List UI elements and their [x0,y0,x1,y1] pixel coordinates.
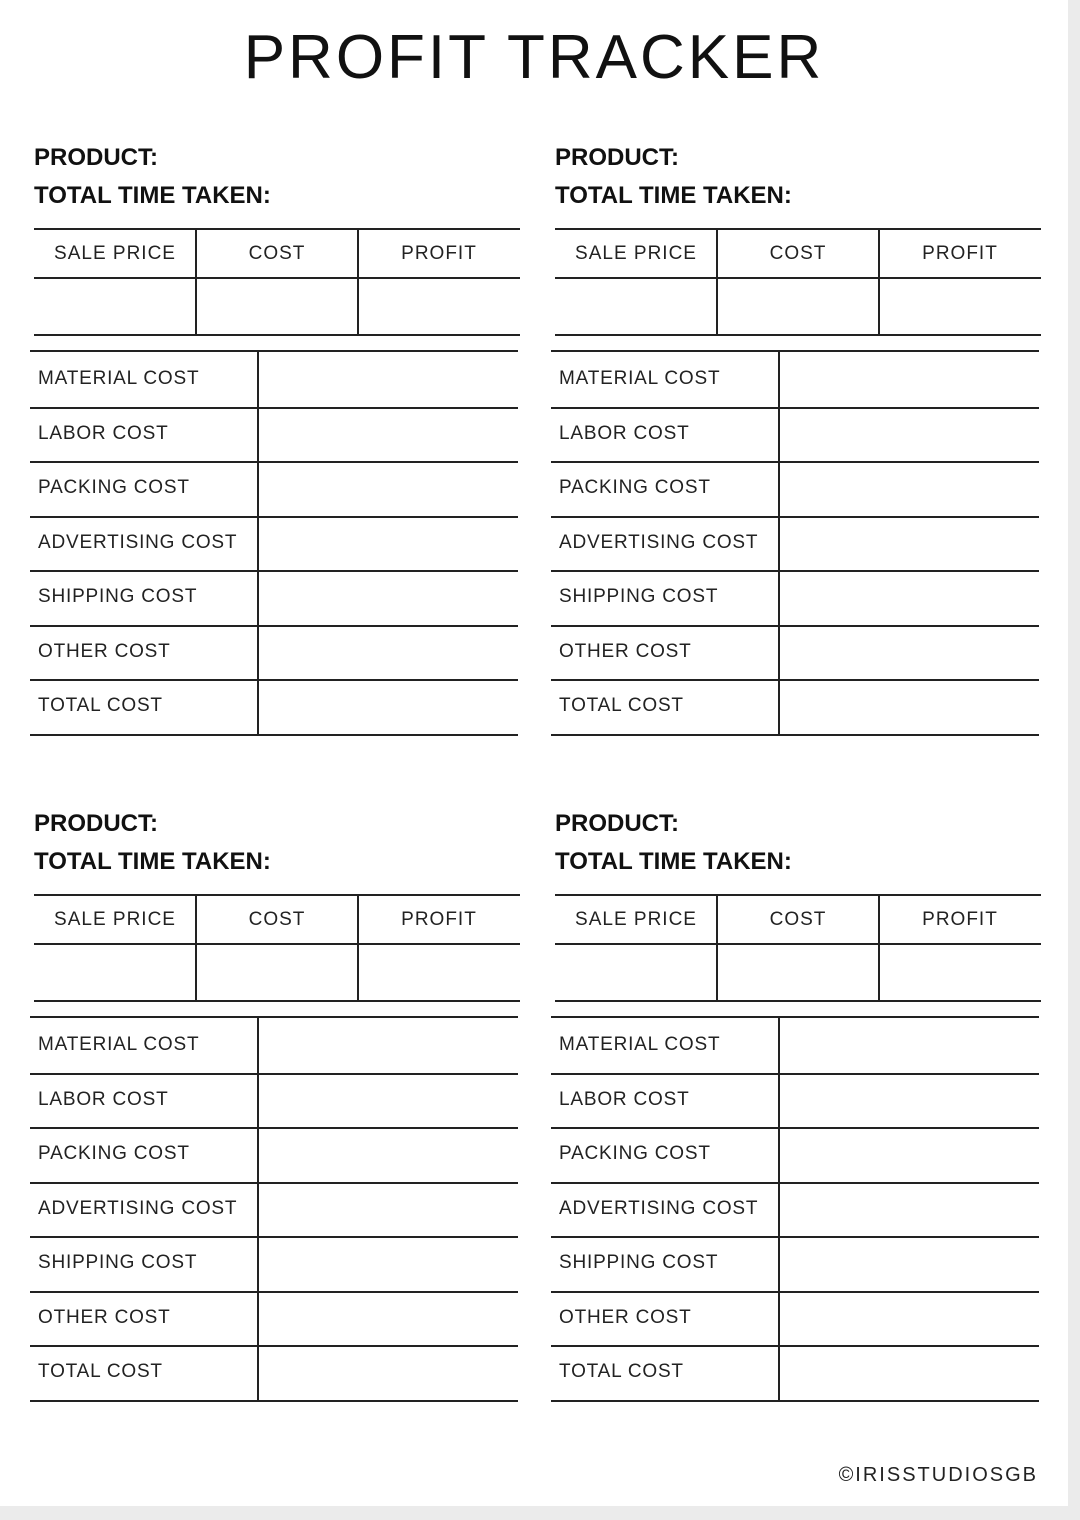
cost-row-label: TOTAL COST [38,1361,163,1382]
cost-row [551,1127,1039,1184]
cost-row-label: MATERIAL COST [559,368,721,389]
product-label: PRODUCT: [555,810,679,837]
cost-row-label: PACKING COST [559,477,711,498]
cost-row [551,570,1039,627]
cost-row [551,1182,1039,1239]
cost-row [30,625,518,682]
cost-row [30,1018,518,1075]
cost-row-label: SHIPPING COST [38,1252,198,1273]
cost-row [30,1182,518,1239]
cost-row [551,1291,1039,1348]
cost-row [551,1236,1039,1293]
product-label: PRODUCT: [555,144,679,171]
product-label: PRODUCT: [34,810,158,837]
summary-divider [555,277,1041,279]
cost-row [551,516,1039,573]
profit-header: PROFIT [401,909,477,930]
cost-row-label: MATERIAL COST [38,368,200,389]
cost-header: COST [769,243,827,264]
summary-table [34,228,520,336]
cost-row-label: TOTAL COST [38,695,163,716]
cost-table [30,1016,518,1402]
summary-divider [555,943,1041,945]
cost-row-label: OTHER COST [559,640,692,662]
cost-row-label: OTHER COST [559,1306,692,1328]
cost-row-label: SHIPPING COST [559,586,719,607]
cost-row [551,1018,1039,1075]
cost-row [30,407,518,464]
cost-row-label: PACKING COST [38,477,190,498]
cost-row-label: PACKING COST [38,1143,190,1164]
cost-table [551,1016,1039,1402]
summary-table [34,894,520,1002]
cost-row-label: OTHER COST [38,640,171,662]
cost-row-label: SHIPPING COST [559,1252,719,1273]
cost-row [551,1345,1039,1402]
cost-row [30,570,518,627]
cost-row [30,1291,518,1348]
cost-row-label: MATERIAL COST [38,1034,200,1055]
cost-header: COST [769,909,827,930]
cost-row [551,461,1039,518]
sale-price-header: SALE PRICE [575,909,697,930]
profit-header: PROFIT [922,243,998,264]
cost-row-label: ADVERTISING COST [559,531,759,553]
total-time-label: TOTAL TIME TAKEN: [555,182,792,209]
sale-price-header: SALE PRICE [54,909,176,930]
profit-header: PROFIT [401,243,477,264]
cost-row-label: ADVERTISING COST [38,531,238,553]
cost-row [551,625,1039,682]
cost-table [30,350,518,736]
cost-table [551,350,1039,736]
cost-row [30,516,518,573]
cost-row-label: SHIPPING COST [38,586,198,607]
product-label: PRODUCT: [34,144,158,171]
cost-row-label: LABOR COST [559,1088,690,1110]
cost-row [551,679,1039,736]
summary-divider [34,943,520,945]
page-title: PROFIT TRACKER [243,23,825,92]
cost-header: COST [248,243,306,264]
cost-row [30,1236,518,1293]
cost-row [30,1345,518,1402]
cost-row [30,1073,518,1130]
summary-table [555,228,1041,336]
cost-header: COST [248,909,306,930]
summary-table [555,894,1041,1002]
cost-row-label: ADVERTISING COST [38,1197,238,1219]
cost-row [551,407,1039,464]
cost-row-label: ADVERTISING COST [559,1197,759,1219]
sale-price-header: SALE PRICE [575,243,697,264]
cost-row [30,461,518,518]
cost-row-label: TOTAL COST [559,1361,684,1382]
cost-row [551,1073,1039,1130]
summary-divider [34,277,520,279]
cost-row-label: LABOR COST [559,422,690,444]
cost-row-label: LABOR COST [38,422,169,444]
profit-header: PROFIT [922,909,998,930]
sale-price-header: SALE PRICE [54,243,176,264]
cost-row-label: LABOR COST [38,1088,169,1110]
cost-row [30,1127,518,1184]
cost-row [551,352,1039,409]
cost-row [30,352,518,409]
cost-row [30,679,518,736]
total-time-label: TOTAL TIME TAKEN: [34,182,271,209]
cost-row-label: OTHER COST [38,1306,171,1328]
copyright-text: ©IRISSTUDIOSGB [838,1464,1038,1486]
cost-row-label: PACKING COST [559,1143,711,1164]
total-time-label: TOTAL TIME TAKEN: [555,848,792,875]
cost-row-label: MATERIAL COST [559,1034,721,1055]
cost-row-label: TOTAL COST [559,695,684,716]
total-time-label: TOTAL TIME TAKEN: [34,848,271,875]
